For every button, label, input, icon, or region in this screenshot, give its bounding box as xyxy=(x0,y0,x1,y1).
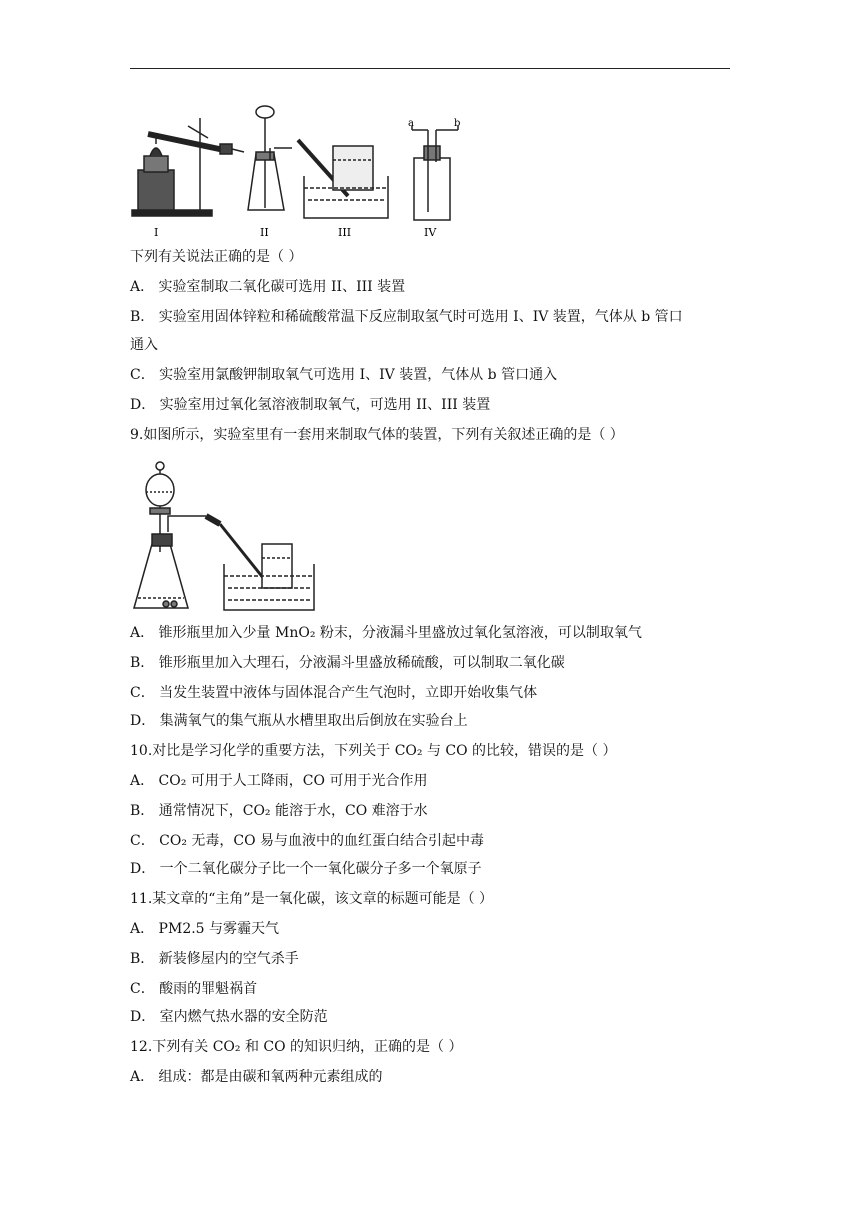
q8-option-c: C． 实验室用氯酸钾制取氧气可选用 I、IV 装置，气体从 b 管口通入 xyxy=(130,367,558,383)
q11-stem: 11.某文章的“主角”是一氧化碳，该文章的标题可能是（ ） xyxy=(130,891,494,907)
apparatus-figure-q9 xyxy=(128,452,318,614)
q9-option-c: C． 当发生装置中液体与固体混合产生气泡时，立即开始收集气体 xyxy=(130,685,538,701)
q11-option-b: B． 新装修屋内的空气杀手 xyxy=(130,951,299,967)
q12-option-a: A． 组成：都是由碳和氧两种元素组成的 xyxy=(130,1069,383,1085)
label-i: I xyxy=(154,226,159,239)
apparatus-figure-top xyxy=(128,100,478,242)
q10-option-b: B． 通常情况下，CO₂ 能溶于水，CO 难溶于水 xyxy=(130,803,428,819)
q9-stem: 9.如图所示，实验室里有一套用来制取气体的装置，下列有关叙述正确的是（ ） xyxy=(130,427,624,443)
tube-label-a: a xyxy=(408,118,414,129)
q9-option-a: A． 锥形瓶里加入少量 MnO₂ 粉末，分液漏斗里盛放过氧化氢溶液，可以制取氧气 xyxy=(130,625,642,641)
q8-option-b-cont: 通入 xyxy=(130,337,158,353)
tube-label-b: b xyxy=(454,118,461,129)
q10-stem: 10.对比是学习化学的重要方法，下列关于 CO₂ 与 CO 的比较，错误的是（ ） xyxy=(130,743,617,759)
q8-option-a: A． 实验室制取二氧化碳可选用 II、III 装置 xyxy=(130,279,406,295)
q8-option-d: D． 实验室用过氧化氢溶液制取氧气，可选用 II、III 装置 xyxy=(130,397,491,413)
q11-option-c: C． 酸雨的罪魁祸首 xyxy=(130,981,258,997)
q10-option-a: A． CO₂ 可用于人工降雨，CO 可用于光合作用 xyxy=(130,773,428,789)
q11-option-d: D． 室内燃气热水器的安全防范 xyxy=(130,1009,328,1025)
q12-stem: 12.下列有关 CO₂ 和 CO 的知识归纳，正确的是（ ） xyxy=(130,1039,463,1055)
q9-option-d: D． 集满氧气的集气瓶从水槽里取出后倒放在实验台上 xyxy=(130,713,468,729)
label-ii: II xyxy=(260,226,269,239)
apparatus-iv xyxy=(412,126,458,220)
q8-option-b: B． 实验室用固体锌粒和稀硫酸常温下反应制取氢气时可选用 I、IV 装置，气体从 b 管口 xyxy=(130,309,683,325)
q8-stem: 下列有关说法正确的是（ ） xyxy=(130,249,303,265)
label-iii: III xyxy=(338,226,352,239)
q10-option-c: C． CO₂ 无毒，CO 易与血液中的血红蛋白结合引起中毒 xyxy=(130,833,485,849)
label-iv: IV xyxy=(424,226,437,239)
q10-option-d: D． 一个二氧化碳分子比一个一氧化碳分子多一个氧原子 xyxy=(130,861,482,877)
apparatus-i xyxy=(132,118,244,216)
header-rule xyxy=(130,68,730,69)
q9-option-b: B． 锥形瓶里加入大理石，分液漏斗里盛放稀硫酸，可以制取二氧化碳 xyxy=(130,655,565,671)
q11-option-a: A． PM2.5 与雾霾天气 xyxy=(130,921,280,937)
apparatus-ii xyxy=(248,106,292,210)
apparatus-iii xyxy=(298,140,388,218)
